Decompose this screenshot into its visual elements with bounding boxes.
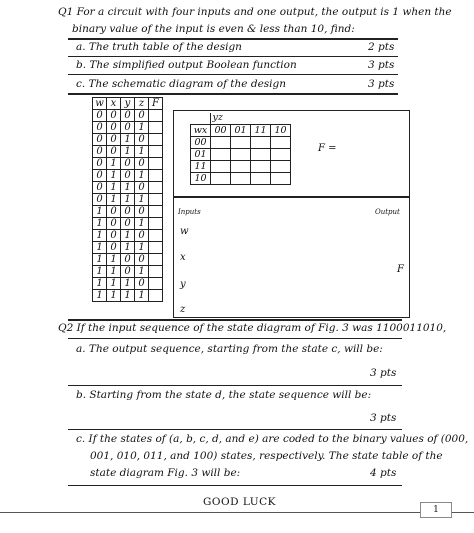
footer-rule <box>0 512 474 513</box>
q1-item-c-pts: 3 pts <box>368 78 395 90</box>
input-z: z <box>180 304 186 315</box>
table-cell: 1 <box>121 278 135 290</box>
output-f: F <box>397 264 404 275</box>
kmap-cell[interactable] <box>211 173 231 185</box>
table-cell: 0 <box>121 170 135 182</box>
output-cell[interactable] <box>149 122 163 134</box>
table-row <box>93 266 163 278</box>
col-header: z <box>135 98 149 110</box>
table-cell: 1 <box>135 194 149 206</box>
kmap-row-header: 01 <box>191 149 211 161</box>
table-cell: 1 <box>107 254 121 266</box>
table-cell: 1 <box>93 230 107 242</box>
table-cell: 1 <box>121 134 135 146</box>
kmap-row-header: 00 <box>191 137 211 149</box>
kmap-col-header: 11 <box>251 125 271 137</box>
table-cell: 1 <box>135 266 149 278</box>
table-row <box>93 254 163 266</box>
table-cell: 1 <box>135 146 149 158</box>
table-cell: 1 <box>121 182 135 194</box>
q2-item-a-pts: 3 pts <box>370 367 397 379</box>
table-row <box>93 218 163 230</box>
table-cell: 0 <box>135 206 149 218</box>
q1-item-c: c. The schematic diagram of the design <box>76 78 287 90</box>
q2-item-a: a. The output sequence, starting from the state c, will be: <box>76 343 383 355</box>
table-cell: 0 <box>121 266 135 278</box>
inputs-label: Inputs <box>178 208 201 216</box>
table-cell: 0 <box>121 206 135 218</box>
table-cell: 1 <box>93 290 107 302</box>
kmap-cell[interactable] <box>251 161 271 173</box>
table-cell: 1 <box>107 170 121 182</box>
table-row <box>93 230 163 242</box>
table-row <box>93 146 163 158</box>
table-cell: 1 <box>121 290 135 302</box>
truth-table <box>92 97 163 302</box>
kmap-row-header: 11 <box>191 161 211 173</box>
output-cell[interactable] <box>149 194 163 206</box>
output-cell[interactable] <box>149 110 163 122</box>
table-cell: 0 <box>93 122 107 134</box>
q1-line1: Q1 For a circuit with four inputs and one output, the output is 1 when the <box>58 6 452 18</box>
kmap-col-header: 10 <box>271 125 291 137</box>
table-cell: 0 <box>93 182 107 194</box>
kmap-row-header: 10 <box>191 173 211 185</box>
kmap-cell[interactable] <box>251 137 271 149</box>
table-cell: 1 <box>107 182 121 194</box>
table-cell: 1 <box>107 290 121 302</box>
table-cell: 1 <box>107 194 121 206</box>
table-cell: 0 <box>121 218 135 230</box>
output-label: Output <box>375 208 400 216</box>
output-cell[interactable] <box>149 134 163 146</box>
table-cell: 1 <box>135 122 149 134</box>
q1-line2: binary value of the input is even & less than 10, find: <box>72 23 355 35</box>
table-row <box>93 134 163 146</box>
output-cell[interactable] <box>149 158 163 170</box>
yz-label: yz <box>212 112 223 123</box>
table-cell: 0 <box>93 158 107 170</box>
kmap <box>190 113 291 185</box>
table-cell: 1 <box>135 218 149 230</box>
output-cell[interactable] <box>149 266 163 278</box>
kmap-cell[interactable] <box>231 137 251 149</box>
q2-title: Q2 If the input sequence of the state diagram of Fig. 3 was 1100011010, <box>58 322 447 334</box>
table-cell: 0 <box>107 206 121 218</box>
table-cell: 0 <box>135 230 149 242</box>
kmap-cell[interactable] <box>271 173 291 185</box>
kmap-cell[interactable] <box>271 161 291 173</box>
table-cell: 0 <box>135 254 149 266</box>
table-cell: 0 <box>121 158 135 170</box>
table-row <box>93 242 163 254</box>
q2-item-c-line2: 001, 010, 011, and 100) states, respectively. The state table of the <box>90 450 443 462</box>
table-cell: 1 <box>135 170 149 182</box>
divider <box>68 74 398 75</box>
output-cell[interactable] <box>149 242 163 254</box>
table-cell: 1 <box>135 242 149 254</box>
table-cell: 1 <box>107 278 121 290</box>
table-cell: 0 <box>135 182 149 194</box>
table-cell: 0 <box>93 134 107 146</box>
table-cell: 0 <box>107 134 121 146</box>
output-cell[interactable] <box>149 290 163 302</box>
table-cell: 0 <box>93 110 107 122</box>
kmap-cell[interactable] <box>231 173 251 185</box>
table-row <box>93 290 163 302</box>
table-row <box>93 170 163 182</box>
table-cell: 1 <box>107 266 121 278</box>
table-cell: 1 <box>121 230 135 242</box>
table-cell: 0 <box>135 110 149 122</box>
output-cell[interactable] <box>149 278 163 290</box>
q1-item-a-pts: 2 pts <box>368 41 395 53</box>
table-cell: 0 <box>135 134 149 146</box>
q2-item-c-line3: state diagram Fig. 3 will be: <box>90 467 241 479</box>
table-cell: 0 <box>121 122 135 134</box>
kmap-col-header: 00 <box>211 125 231 137</box>
table-cell: 0 <box>135 158 149 170</box>
table-cell: 0 <box>121 254 135 266</box>
q1-item-b: b. The simplified output Boolean function <box>76 59 297 71</box>
footer-text: GOOD LUCK <box>203 496 276 508</box>
kmap-cell[interactable] <box>211 161 231 173</box>
kmap-cell[interactable] <box>251 149 271 161</box>
kmap-corner <box>191 112 223 125</box>
kmap-col-header: 01 <box>231 125 251 137</box>
q2-item-b: b. Starting from the state d, the state sequence will be: <box>76 389 372 401</box>
output-cell[interactable] <box>149 230 163 242</box>
table-cell: 1 <box>135 290 149 302</box>
kmap-cell[interactable] <box>211 149 231 161</box>
table-cell: 1 <box>93 218 107 230</box>
output-cell[interactable] <box>149 170 163 182</box>
col-header: w <box>93 98 107 110</box>
table-cell: 0 <box>107 122 121 134</box>
divider <box>68 93 398 95</box>
table-cell: 0 <box>93 170 107 182</box>
table-cell: 0 <box>107 230 121 242</box>
q2-item-c-line1: c. If the states of (a, b, c, d, and e) are coded to the binary values of (000, <box>76 433 469 445</box>
table-cell: 0 <box>121 110 135 122</box>
divider <box>68 385 402 386</box>
divider <box>68 38 398 40</box>
table-cell: 1 <box>93 206 107 218</box>
table-cell: 0 <box>107 218 121 230</box>
col-header: y <box>121 98 135 110</box>
divider <box>68 56 398 57</box>
output-cell[interactable] <box>149 206 163 218</box>
kmap-cell[interactable] <box>231 161 251 173</box>
q1-item-a: a. The truth table of the design <box>76 41 242 53</box>
table-cell: 1 <box>121 242 135 254</box>
table-cell: 1 <box>93 254 107 266</box>
table-cell: 0 <box>107 242 121 254</box>
table-cell: 0 <box>107 110 121 122</box>
f-equals-label: F = <box>318 143 337 154</box>
table-cell: 0 <box>107 146 121 158</box>
table-row <box>93 122 163 134</box>
input-y: y <box>180 279 186 290</box>
input-w: w <box>180 226 189 237</box>
table-row <box>93 158 163 170</box>
divider <box>68 485 402 486</box>
output-cell[interactable] <box>149 218 163 230</box>
kmap-cell[interactable] <box>231 149 251 161</box>
output-cell[interactable] <box>149 182 163 194</box>
divider <box>68 429 402 430</box>
table-cell: 0 <box>93 146 107 158</box>
table-row <box>93 182 163 194</box>
q2-item-c-pts: 4 pts <box>370 467 397 479</box>
output-cell[interactable] <box>149 254 163 266</box>
kmap-cell[interactable] <box>251 173 271 185</box>
kmap-cell[interactable] <box>271 149 291 161</box>
table-cell: 1 <box>121 194 135 206</box>
table-cell: 0 <box>93 194 107 206</box>
divider <box>68 319 402 321</box>
table-cell: 1 <box>93 278 107 290</box>
table-cell: 1 <box>107 158 121 170</box>
input-x: x <box>180 252 186 263</box>
table-cell: 0 <box>135 278 149 290</box>
col-header: x <box>107 98 121 110</box>
table-cell: 1 <box>93 242 107 254</box>
wx-label: wx <box>191 125 211 137</box>
table-row <box>93 110 163 122</box>
table-row <box>93 194 163 206</box>
table-cell: 1 <box>93 266 107 278</box>
q1-item-b-pts: 3 pts <box>368 59 395 71</box>
divider <box>68 338 402 339</box>
q2-item-b-pts: 3 pts <box>370 412 397 424</box>
truth-table-header <box>93 98 163 110</box>
table-cell: 1 <box>121 146 135 158</box>
output-cell[interactable] <box>149 146 163 158</box>
table-row <box>93 206 163 218</box>
kmap-cell[interactable] <box>271 137 291 149</box>
col-header: F <box>149 98 163 110</box>
kmap-cell[interactable] <box>211 137 231 149</box>
table-row <box>93 278 163 290</box>
page-number: 1 <box>420 502 452 518</box>
